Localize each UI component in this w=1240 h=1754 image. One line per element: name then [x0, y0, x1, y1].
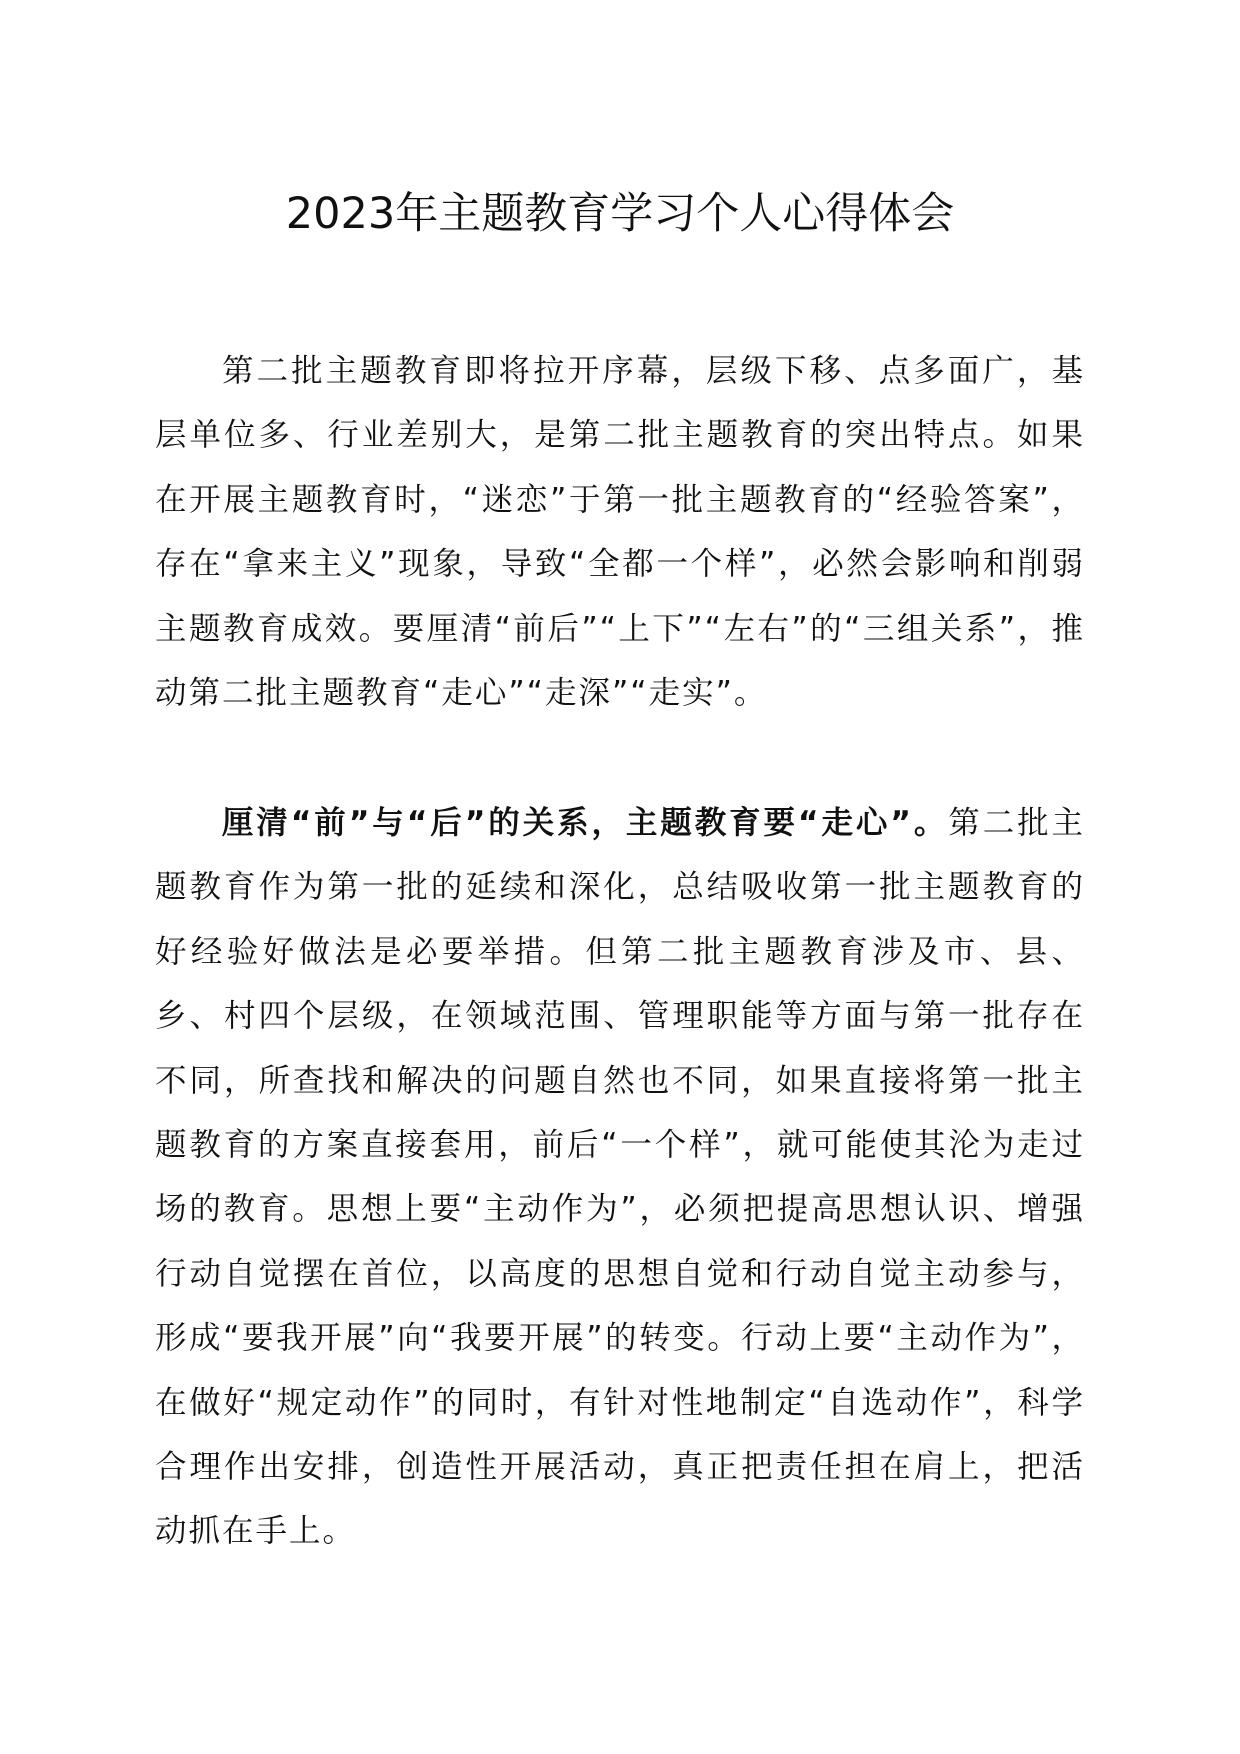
paragraph-text: 第二批主题教育即将拉开序幕，层级下移、点多面广，基层单位多、行业差别大，是第二批主题教育的突出特点。如果在开展主题教育时，“迷恋”于第一批主题教育的“经验答案”，存在“拿来主义”现象，导致“全都一个样”，必然会影响和削弱主题教育成效。要厘清“前后”“上下”“左右”的“三组关系”，推动第二批主题教育“走心”“走深”“走实”。 [155, 353, 1085, 712]
paragraph-text: 第二批主题教育作为第一批的延续和深化，总结吸收第一批主题教育的好经验好做法是必要举措。但第二批主题教育涉及市、县、乡、村四个层级，在领域范围、管理职能等方面与第一批存在不同，所查找和解决的问题自然也不同，如果直接将第一批主题教育的方案直接套用，前后“一个样”，就可能使其沦为走过场的教育。思想上要“主动作为”，必须把提高思想认识、增强行动自觉摆在首位，以高度的思想自觉和行动自觉主动参与，形成“要我开展”向“我要开展”的转变。行动上要“主动作为”，在做好“规定动作”的同时，有针对性地制定“自选动作”，科学合理作出安排，创造性开展活动，真正把责任担在肩上，把活动抓在手上。 [155, 805, 1085, 1550]
paragraph-intro [155, 339, 1085, 725]
paragraph-section-1 [155, 791, 1085, 1564]
section-heading: 厘清“前”与“后”的关系，主题教育要“走心”。 [221, 805, 949, 841]
document-title: 2023年主题教育学习个人心得体会 [285, 189, 955, 239]
